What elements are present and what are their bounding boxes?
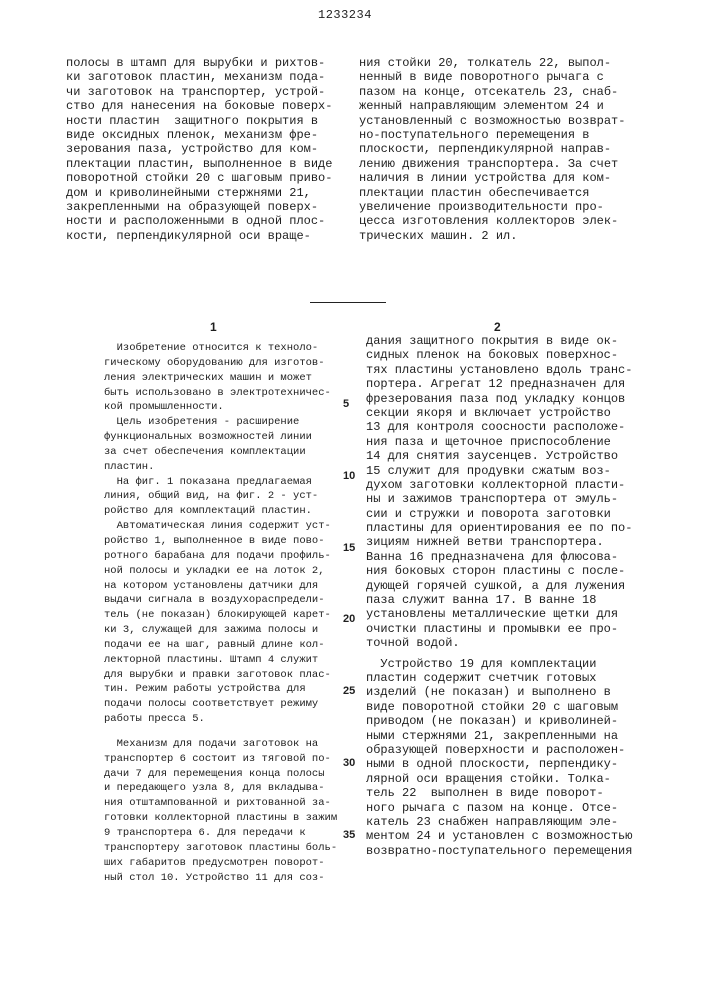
text-line: ного рычага с пазом на конце. Отсе- [366, 801, 632, 815]
text-line: портера. Агрегат 12 предназначен для [366, 377, 632, 391]
line-number: 10 [343, 470, 355, 482]
text-line: установлены металлические щетки для [366, 607, 632, 621]
text-line: кой промышленности. [104, 400, 337, 415]
line-number: 25 [343, 685, 355, 697]
line-number: 15 [343, 542, 355, 554]
text-line: Цель изобретения - расширение [104, 415, 337, 430]
text-line: тель 22 выполнен в виде поворот- [366, 786, 632, 800]
section-divider [310, 302, 386, 303]
text-line: за счет обеспечения комплектации [104, 445, 337, 460]
text-line: подачи ее на шаг, равный длине кол- [104, 638, 337, 653]
text-line: кости, перпендикулярной оси враще- [66, 229, 332, 243]
text-line: тях пластины установлено вдоль транс- [366, 363, 632, 377]
text-line: очистки пластины и промывки ее про- [366, 622, 632, 636]
text-line: Изобретение относится к техноло- [104, 341, 337, 356]
text-line: дания защитного покрытия в виде ок- [366, 334, 632, 348]
text-line: линия, общий вид, на фиг. 2 - уст- [104, 489, 337, 504]
text-line: плектации пластин обеспечивается [359, 186, 625, 200]
text-line: зициям нижней ветви транспортера. [366, 535, 632, 549]
abstract-left-column [66, 56, 332, 243]
text-line: 13 для контроля соосности расположе- [366, 420, 632, 434]
text-line: лению движения транспортера. За счет [359, 157, 625, 171]
text-line: ными в одной плоскости, перпендику- [366, 757, 632, 771]
text-line: Ванна 16 предназначена для флюсова- [366, 550, 632, 564]
text-line: ненный в виде поворотного рычага с [359, 70, 625, 84]
text-line: ройство 1, выполненное в виде пово- [104, 534, 337, 549]
text-line: цесса изготовления коллекторов элек- [359, 214, 625, 228]
text-line: женный направляющим элементом 24 и [359, 99, 625, 113]
text-line: ной полосы и укладки ее на лоток 2, [104, 564, 337, 579]
text-line: паза служит ванна 17. В ванне 18 [366, 593, 632, 607]
text-line: 9 транспортера 6. Для передачи к [104, 826, 337, 841]
text-line: подачи полосы соответствует режиму [104, 697, 337, 712]
line-number: 5 [343, 398, 349, 410]
text-line: пластин содержит счетчик готовых [366, 671, 632, 685]
text-line: Механизм для подачи заготовок на [104, 737, 337, 752]
text-line: плектации пластин, выполненное в виде [66, 157, 332, 171]
text-line: плоскости, перпендикулярной направ- [359, 142, 625, 156]
column-number-left: 1 [210, 320, 217, 334]
text-line: полосы в штамп для вырубки и рихтов- [66, 56, 332, 70]
text-line: изделий (не показан) и выполнено в [366, 685, 632, 699]
text-line: увеличение производительности про- [359, 200, 625, 214]
text-line: ления электрических машин и может [104, 371, 337, 386]
text-line: дачи 7 для перемещения конца полосы [104, 767, 337, 782]
text-line: для вырубки и правки заготовок плас- [104, 668, 337, 683]
text-line: дом и криволинейными стержнями 21, [66, 186, 332, 200]
text-line: ментом 24 и установлен с возможностью [366, 829, 632, 843]
text-line: лярной оси вращения стойки. Толка- [366, 772, 632, 786]
text-line: ности и расположенными в одной плос- [66, 214, 332, 228]
text-line: зерования паза, устройство для ком- [66, 142, 332, 156]
text-line: ный стол 10. Устройство 11 для соз- [104, 871, 337, 886]
text-line: виде оксидных пленок, механизм фре- [66, 128, 332, 142]
text-line: точной водой. [366, 636, 632, 650]
text-line: работы пресса 5. [104, 712, 337, 727]
text-line: транспортер 6 состоит из тяговой по- [104, 752, 337, 767]
text-line: сидных пленок на боковых поверхнос- [366, 348, 632, 362]
abstract-right-column [359, 56, 625, 243]
text-line: тель (не показан) блокирующей карет- [104, 608, 337, 623]
text-line: На фиг. 1 показана предлагаемая [104, 475, 337, 490]
text-line: Устройство 19 для комплектации [366, 657, 632, 671]
text-line: секции якоря и включает устройство [366, 406, 632, 420]
text-line: ния боковых сторон пластины с после- [366, 564, 632, 578]
text-line: фрезерования паза под укладку концов [366, 392, 632, 406]
text-line: духом заготовки коллекторной пласти- [366, 478, 632, 492]
text-line: ройство для комплектаций пластин. [104, 504, 337, 519]
text-line: транспортеру заготовок пластины боль- [104, 841, 337, 856]
text-line: ния отштампованной и рихтованной за- [104, 796, 337, 811]
text-line: приводом (не показан) и криволиней- [366, 714, 632, 728]
text-line: дующей горячей сушкой, а для лужения [366, 579, 632, 593]
text-line: ство для нанесения на боковые поверх- [66, 99, 332, 113]
text-line: ния стойки 20, толкатель 22, выпол- [359, 56, 625, 70]
text-line: ными стержнями 21, закрепленными на [366, 729, 632, 743]
text-line: пазом на конце, отсекатель 23, снаб- [359, 85, 625, 99]
text-line: быть использовано в электротехничес- [104, 386, 337, 401]
text-line: закрепленными на образующей поверх- [66, 200, 332, 214]
text-line: готовки коллекторной пластины в зажим [104, 811, 337, 826]
text-line: и передающего узла 8, для вкладыва- [104, 781, 337, 796]
text-line: установленный с возможностью возврат- [359, 114, 625, 128]
text-line: пластин. [104, 460, 337, 475]
text-line: чи заготовок на транспортер, устрой- [66, 85, 332, 99]
text-line: ки заготовок пластин, механизм пода- [66, 70, 332, 84]
line-number: 35 [343, 829, 355, 841]
text-line: 15 служит для продувки сжатым воз- [366, 464, 632, 478]
body-right-column [366, 334, 632, 858]
text-line: поворотной стойки 20 с шаговым приво- [66, 171, 332, 185]
line-number: 30 [343, 757, 355, 769]
text-line: функциональных возможностей линии [104, 430, 337, 445]
text-line: возвратно-поступательного перемещения [366, 844, 632, 858]
text-line: Автоматическая линия содержит уст- [104, 519, 337, 534]
text-line: трических машин. 2 ил. [359, 229, 625, 243]
text-line: но-поступательного перемещения в [359, 128, 625, 142]
text-line: лекторной пластины. Штамп 4 служит [104, 653, 337, 668]
text-line: тин. Режим работы устройства для [104, 682, 337, 697]
text-line: на котором установлены датчики для [104, 579, 337, 594]
text-line: 14 для снятия заусенцев. Устройство [366, 449, 632, 463]
text-line: ности пластин защитного покрытия в [66, 114, 332, 128]
text-line: ших габаритов предусмотрен поворот- [104, 856, 337, 871]
text-line: выдачи сигнала в воздухораспредели- [104, 593, 337, 608]
text-line: сии и стружки и поворота заготовки [366, 507, 632, 521]
text-line: наличия в линии устройства для ком- [359, 171, 625, 185]
text-line: катель 23 снабжен направляющим эле- [366, 815, 632, 829]
text-line: ния паза и щеточное приспособление [366, 435, 632, 449]
text-line: виде поворотной стойки 20 с шаговым [366, 700, 632, 714]
text-line: ки 3, служащей для зажима полосы и [104, 623, 337, 638]
text-line: образующей поверхности и расположен- [366, 743, 632, 757]
patent-number: 1233234 [318, 8, 372, 22]
text-line: пластины для ориентирования ее по по- [366, 521, 632, 535]
line-number: 20 [343, 613, 355, 625]
text-line: гическому оборудованию для изготов- [104, 356, 337, 371]
column-number-right: 2 [494, 320, 501, 334]
text-line: ротного барабана для подачи профиль- [104, 549, 337, 564]
text-line: ны и зажимов транспортера от эмуль- [366, 492, 632, 506]
body-left-column [104, 341, 337, 885]
